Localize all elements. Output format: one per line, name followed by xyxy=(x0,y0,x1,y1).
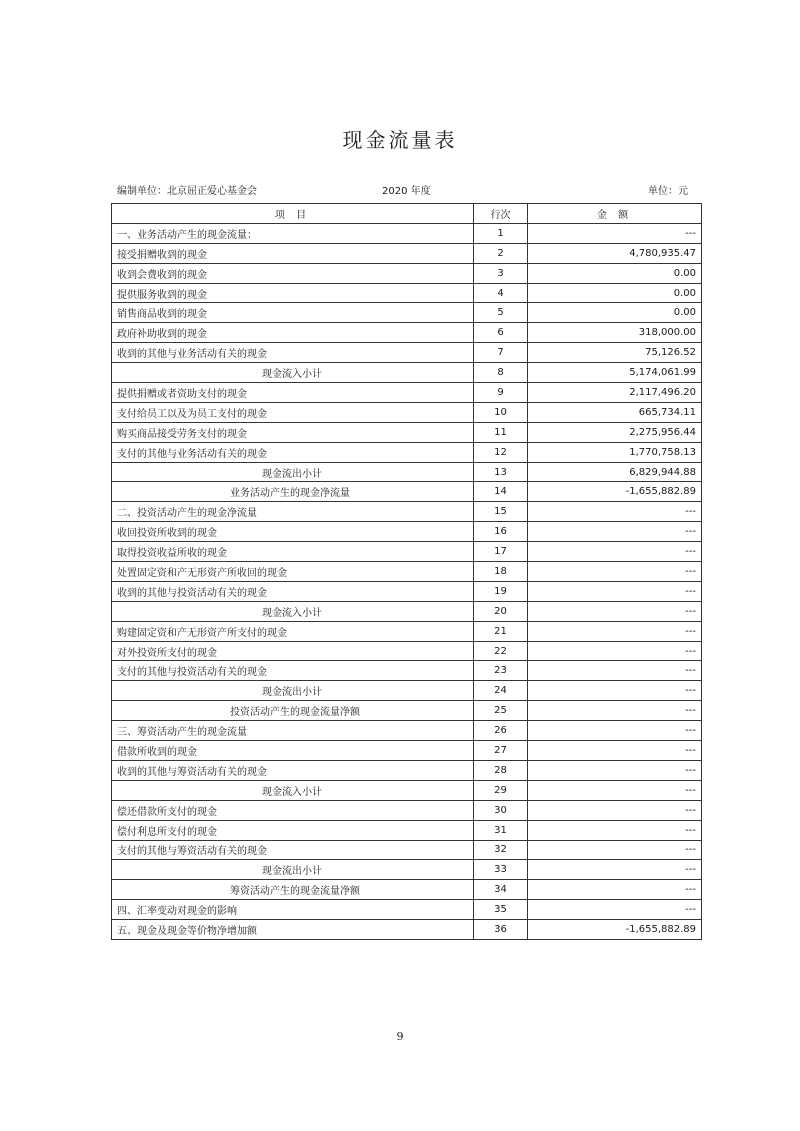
row-amount: 2,275,956.44 xyxy=(528,422,702,442)
row-line: 31 xyxy=(474,820,528,840)
page-number: 9 xyxy=(396,1030,404,1043)
row-amount: --- xyxy=(528,880,702,900)
row-item: 销售商品收到的现金 xyxy=(112,303,474,323)
row-item: 收到的其他与投资活动有关的现金 xyxy=(112,581,474,601)
row-item: 提供服务收到的现金 xyxy=(112,283,474,303)
row-item: 购买商品接受劳务支付的现金 xyxy=(112,422,474,442)
row-amount: -1,655,882.89 xyxy=(528,482,702,502)
row-item: 收回投资所收到的现金 xyxy=(112,522,474,542)
row-item: 支付的其他与业务活动有关的现金 xyxy=(112,442,474,462)
row-amount: --- xyxy=(528,860,702,880)
table-row xyxy=(112,701,702,721)
table-row xyxy=(112,462,702,482)
row-line: 33 xyxy=(474,860,528,880)
table-row xyxy=(112,243,702,263)
row-line: 11 xyxy=(474,422,528,442)
row-item: 支付的其他与投资活动有关的现金 xyxy=(112,661,474,681)
row-amount: --- xyxy=(528,542,702,562)
row-item: 现金流入小计 xyxy=(112,601,474,621)
table-row xyxy=(112,900,702,920)
row-amount: 2,117,496.20 xyxy=(528,383,702,403)
table-row xyxy=(112,880,702,900)
row-line: 2 xyxy=(474,243,528,263)
cash-flow-table xyxy=(111,203,702,940)
row-line: 36 xyxy=(474,920,528,940)
row-amount: --- xyxy=(528,522,702,542)
row-line: 29 xyxy=(474,780,528,800)
row-line: 10 xyxy=(474,402,528,422)
row-line: 25 xyxy=(474,701,528,721)
table-row xyxy=(112,641,702,661)
row-line: 8 xyxy=(474,363,528,383)
row-item: 支付给员工以及为员工支付的现金 xyxy=(112,402,474,422)
row-line: 4 xyxy=(474,283,528,303)
row-amount: --- xyxy=(528,223,702,243)
row-line: 19 xyxy=(474,581,528,601)
row-amount: 1,770,758.13 xyxy=(528,442,702,462)
table-row xyxy=(112,741,702,761)
row-item: 购建固定资和产无形资产所支付的现金 xyxy=(112,621,474,641)
row-amount: --- xyxy=(528,502,702,522)
row-item: 二、投资活动产生的现金净流量 xyxy=(112,502,474,522)
table-row xyxy=(112,502,702,522)
row-item: 借款所收到的现金 xyxy=(112,741,474,761)
table-row xyxy=(112,681,702,701)
row-item: 政府补助收到的现金 xyxy=(112,323,474,343)
row-item: 支付的其他与筹资活动有关的现金 xyxy=(112,840,474,860)
table-row xyxy=(112,780,702,800)
row-line: 9 xyxy=(474,383,528,403)
row-amount: 665,734.11 xyxy=(528,402,702,422)
table-row xyxy=(112,223,702,243)
row-line: 15 xyxy=(474,502,528,522)
table-row xyxy=(112,303,702,323)
row-amount: --- xyxy=(528,641,702,661)
table-header-row xyxy=(112,204,702,224)
row-amount: --- xyxy=(528,681,702,701)
row-line: 24 xyxy=(474,681,528,701)
row-amount: --- xyxy=(528,721,702,741)
row-item: 筹资活动产生的现金流量净额 xyxy=(112,880,474,900)
table-row xyxy=(112,323,702,343)
row-line: 17 xyxy=(474,542,528,562)
row-amount: 75,126.52 xyxy=(528,343,702,363)
row-line: 22 xyxy=(474,641,528,661)
row-item: 对外投资所支付的现金 xyxy=(112,641,474,661)
row-line: 3 xyxy=(474,263,528,283)
table-row xyxy=(112,343,702,363)
currency-unit: 单位：元 xyxy=(648,186,688,197)
row-amount: --- xyxy=(528,621,702,641)
header-amount: 金 额 xyxy=(528,204,702,224)
header-item: 项 目 xyxy=(112,204,474,224)
row-line: 21 xyxy=(474,621,528,641)
table-row xyxy=(112,482,702,502)
table-row xyxy=(112,621,702,641)
table-row xyxy=(112,721,702,741)
row-amount: --- xyxy=(528,900,702,920)
row-item: 接受捐赠收到的现金 xyxy=(112,243,474,263)
row-item: 业务活动产生的现金净流量 xyxy=(112,482,474,502)
row-amount: --- xyxy=(528,562,702,582)
row-item: 现金流入小计 xyxy=(112,363,474,383)
row-line: 14 xyxy=(474,482,528,502)
row-item: 投资活动产生的现金流量净额 xyxy=(112,701,474,721)
row-amount: 4,780,935.47 xyxy=(528,243,702,263)
row-amount: --- xyxy=(528,780,702,800)
row-amount: --- xyxy=(528,800,702,820)
row-line: 18 xyxy=(474,562,528,582)
row-item: 取得投资收益所收的现金 xyxy=(112,542,474,562)
row-line: 5 xyxy=(474,303,528,323)
row-line: 12 xyxy=(474,442,528,462)
row-amount: 0.00 xyxy=(528,303,702,323)
row-amount: --- xyxy=(528,820,702,840)
row-line: 34 xyxy=(474,880,528,900)
row-line: 28 xyxy=(474,760,528,780)
table-row xyxy=(112,840,702,860)
table-row xyxy=(112,760,702,780)
row-item: 收到会费收到的现金 xyxy=(112,263,474,283)
row-item: 提供捐赠或者资助支付的现金 xyxy=(112,383,474,403)
row-item: 五、现金及现金等价物净增加额 xyxy=(112,920,474,940)
row-amount: --- xyxy=(528,581,702,601)
row-line: 23 xyxy=(474,661,528,681)
page-title: 现金流量表 xyxy=(342,128,458,152)
table-row xyxy=(112,402,702,422)
row-item: 现金流出小计 xyxy=(112,462,474,482)
row-item: 收到的其他与筹资活动有关的现金 xyxy=(112,760,474,780)
row-amount: --- xyxy=(528,760,702,780)
table-row xyxy=(112,522,702,542)
table-row xyxy=(112,562,702,582)
row-line: 16 xyxy=(474,522,528,542)
row-amount: 5,174,061.99 xyxy=(528,363,702,383)
row-amount: 6,829,944.88 xyxy=(528,462,702,482)
row-item: 收到的其他与业务活动有关的现金 xyxy=(112,343,474,363)
table-row xyxy=(112,263,702,283)
table-row xyxy=(112,860,702,880)
row-item: 处置固定资和产无形资产所收回的现金 xyxy=(112,562,474,582)
table-row xyxy=(112,383,702,403)
row-item: 一、业务活动产生的现金流量： xyxy=(112,223,474,243)
table-row xyxy=(112,800,702,820)
row-item: 四、汇率变动对现金的影响 xyxy=(112,900,474,920)
row-line: 26 xyxy=(474,721,528,741)
row-item: 偿付利息所支付的现金 xyxy=(112,820,474,840)
table-row xyxy=(112,661,702,681)
row-line: 20 xyxy=(474,601,528,621)
row-line: 6 xyxy=(474,323,528,343)
row-amount: 318,000.00 xyxy=(528,323,702,343)
row-amount: 0.00 xyxy=(528,283,702,303)
row-item: 三、筹资活动产生的现金流量 xyxy=(112,721,474,741)
reporting-year: 2020 年度 xyxy=(382,186,431,197)
table-row xyxy=(112,422,702,442)
reporting-entity: 编制单位：北京屈正爱心基金会 xyxy=(117,186,257,197)
row-item: 偿还借款所支付的现金 xyxy=(112,800,474,820)
table-row xyxy=(112,920,702,940)
row-item: 现金流入小计 xyxy=(112,780,474,800)
row-amount: 0.00 xyxy=(528,263,702,283)
row-line: 27 xyxy=(474,741,528,761)
table-row xyxy=(112,542,702,562)
table-row xyxy=(112,442,702,462)
row-amount: --- xyxy=(528,701,702,721)
table-row xyxy=(112,820,702,840)
row-line: 35 xyxy=(474,900,528,920)
row-line: 7 xyxy=(474,343,528,363)
table-row xyxy=(112,283,702,303)
row-item: 现金流出小计 xyxy=(112,860,474,880)
table-row xyxy=(112,601,702,621)
row-item: 现金流出小计 xyxy=(112,681,474,701)
row-line: 30 xyxy=(474,800,528,820)
header-line: 行次 xyxy=(474,204,528,224)
table-row xyxy=(112,581,702,601)
table-row xyxy=(112,363,702,383)
row-line: 13 xyxy=(474,462,528,482)
row-amount: --- xyxy=(528,661,702,681)
row-amount: --- xyxy=(528,601,702,621)
row-line: 1 xyxy=(474,223,528,243)
row-amount: --- xyxy=(528,741,702,761)
row-amount: --- xyxy=(528,840,702,860)
row-amount: -1,655,882.89 xyxy=(528,920,702,940)
row-line: 32 xyxy=(474,840,528,860)
